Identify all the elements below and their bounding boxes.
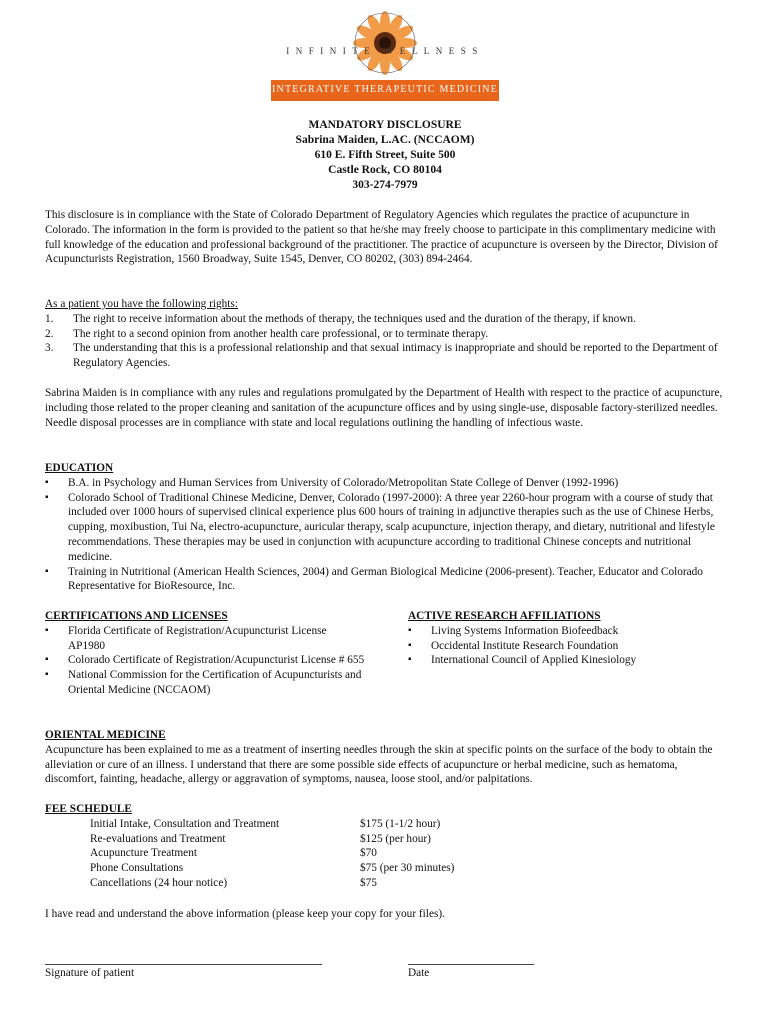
education-section <box>45 461 725 594</box>
date-label: Date <box>408 967 430 979</box>
rights-heading: As a patient you have the following rights: <box>45 298 238 310</box>
patient-signature-label: Signature of patient <box>45 967 135 979</box>
patient-signature-line[interactable] <box>45 964 322 965</box>
list-item: ▪ Florida Certificate of Registration/Acupuncturist License AP1980 <box>45 624 365 654</box>
research-list <box>408 624 728 668</box>
intro-section <box>45 208 725 267</box>
list-item: ▪ B.A. in Psychology and Human Services from University of Colorado/Metropolitan State College of Denver (1992-1996) <box>45 476 725 491</box>
rights-section <box>45 297 725 371</box>
list-item: ▪ Occidental Institute Research Foundation <box>408 639 728 654</box>
address-line-1: 610 E. Fifth Street, Suite 500 <box>314 149 456 161</box>
table-row: Initial Intake, Consultation and Treatment $175 (1-1/2 hour) <box>90 817 441 830</box>
fee-table <box>45 817 725 891</box>
acknowledgement-section <box>45 907 725 922</box>
logo <box>271 10 499 100</box>
table-row: Phone Consultations $75 (per 30 minutes) <box>90 862 455 875</box>
education-list <box>45 476 725 594</box>
list-item: ▪ Living Systems Information Biofeedback <box>408 624 728 639</box>
rights-list <box>45 312 725 371</box>
brand-name: INFINITE WELLNESS <box>286 46 484 56</box>
date-line[interactable] <box>408 964 534 965</box>
list-item: 1. The right to receive information about the methods of therapy, the techniques used and the duration of the therapy, if known. <box>45 312 636 325</box>
list-item: ▪ Colorado Certificate of Registration/Acupuncturist License # 655 <box>45 653 365 668</box>
phone-number: 303-274-7979 <box>352 179 418 191</box>
table-row: Cancellations (24 hour notice) $75 <box>90 876 377 889</box>
tagline-band: INTEGRATIVE THERAPEUTIC MEDICINE <box>271 80 499 101</box>
practitioner-name: Sabrina Maiden, L.AC. (NCCAOM) <box>295 134 475 146</box>
fee-schedule-heading: FEE SCHEDULE <box>45 803 132 815</box>
oriental-medicine-paragraph: Acupuncture has been explained to me as a treatment of inserting needles through the skin at specific points on the surface of the body to obtain the alleviation or cure of an illness. I understand that there are some possible side effects of acupuncture or herbal medicine, such as hematoma, discomfort, fainting, headache, allergy or aggravation of symptoms, nausea, loose stool, and/or palpitations. <box>45 743 713 786</box>
acknowledgement-text: I have read and understand the above information (please keep your copy for your files). <box>45 908 445 920</box>
oriental-medicine-section <box>45 728 725 787</box>
intro-paragraph: This disclosure is in compliance with the State of Colorado Department of Regulatory Agencies which regulates the practice of acupuncture in Colorado. The information in the form is provided to the patient so that he/she may freely choose to participate in this complimentary medicine with full knowledge of the education and professional background of the practitioner. The practice of acupuncture is overseen by the Director, Division of Acupuncturists Registration, 1560 Broadway, Suite 1545, Denver, CO 80202, (303) 894-2464. <box>45 209 718 266</box>
list-item: ▪ National Commission for the Certification of Acupuncturists and Oriental Medicine (NCCAOM) <box>45 668 365 698</box>
certifications-heading: CERTIFICATIONS AND LICENSES <box>45 610 228 622</box>
education-heading: EDUCATION <box>45 462 114 474</box>
list-item: 3. The understanding that this is a professional relationship and that sexual intimacy is inappropriate and should be reported to the Department of Regulatory Agencies. <box>45 342 718 370</box>
address-line-2: Castle Rock, CO 80104 <box>328 164 442 176</box>
compliance-paragraph: Sabrina Maiden is in compliance with any rules and regulations promulgated by the Department of Health with respect to the practice of acupuncture, including those related to the proper cleaning and sanitation of the acupuncture offices and by using single-use, disposable factory-sterilized needles. Needle disposal processes are in compliance with state and local regulations outlining the handling of infectious waste. <box>45 387 723 429</box>
certifications-list <box>45 624 365 698</box>
research-section <box>408 609 728 668</box>
table-row: Acupuncture Treatment $70 <box>90 847 377 860</box>
document-header <box>0 118 770 193</box>
list-item: ▪ Training in Nutritional (American Health Sciences, 2004) and German Biological Medicine (2006-present). Teacher, Educator and Colorado Representative for BioResource, Inc. <box>45 565 725 595</box>
certifications-section <box>45 609 365 698</box>
list-item: ▪ International Council of Applied Kinesiology <box>408 653 728 668</box>
fee-schedule-section <box>45 802 725 891</box>
compliance-section <box>45 386 725 430</box>
oriental-medicine-heading: ORIENTAL MEDICINE <box>45 729 166 741</box>
list-item: ▪ Colorado School of Traditional Chinese Medicine, Denver, Colorado (1997-2000): A three year 2260-hour program with a course of study that included over 1000 hours of supervised clinical experience plus 600 hours of training in adjunctive therapies such as the use of Chinese Herbs, cupping, moxibustion, Tui Na, electro-acupuncture, auricular therapy, scalp acupuncture, injection therapy, and dietary, nutritional and lifestyle recommendations. These therapies may be used in conjunction with acupuncture according to traditional Chinese concepts and nutritional medicine. <box>45 491 725 565</box>
research-heading: ACTIVE RESEARCH AFFILIATIONS <box>408 610 601 622</box>
list-item: 2. The right to a second opinion from another health care professional, or to terminate therapy. <box>45 327 489 340</box>
document-title: MANDATORY DISCLOSURE <box>308 119 462 131</box>
table-row: Re-evaluations and Treatment $125 (per hour) <box>90 832 431 845</box>
